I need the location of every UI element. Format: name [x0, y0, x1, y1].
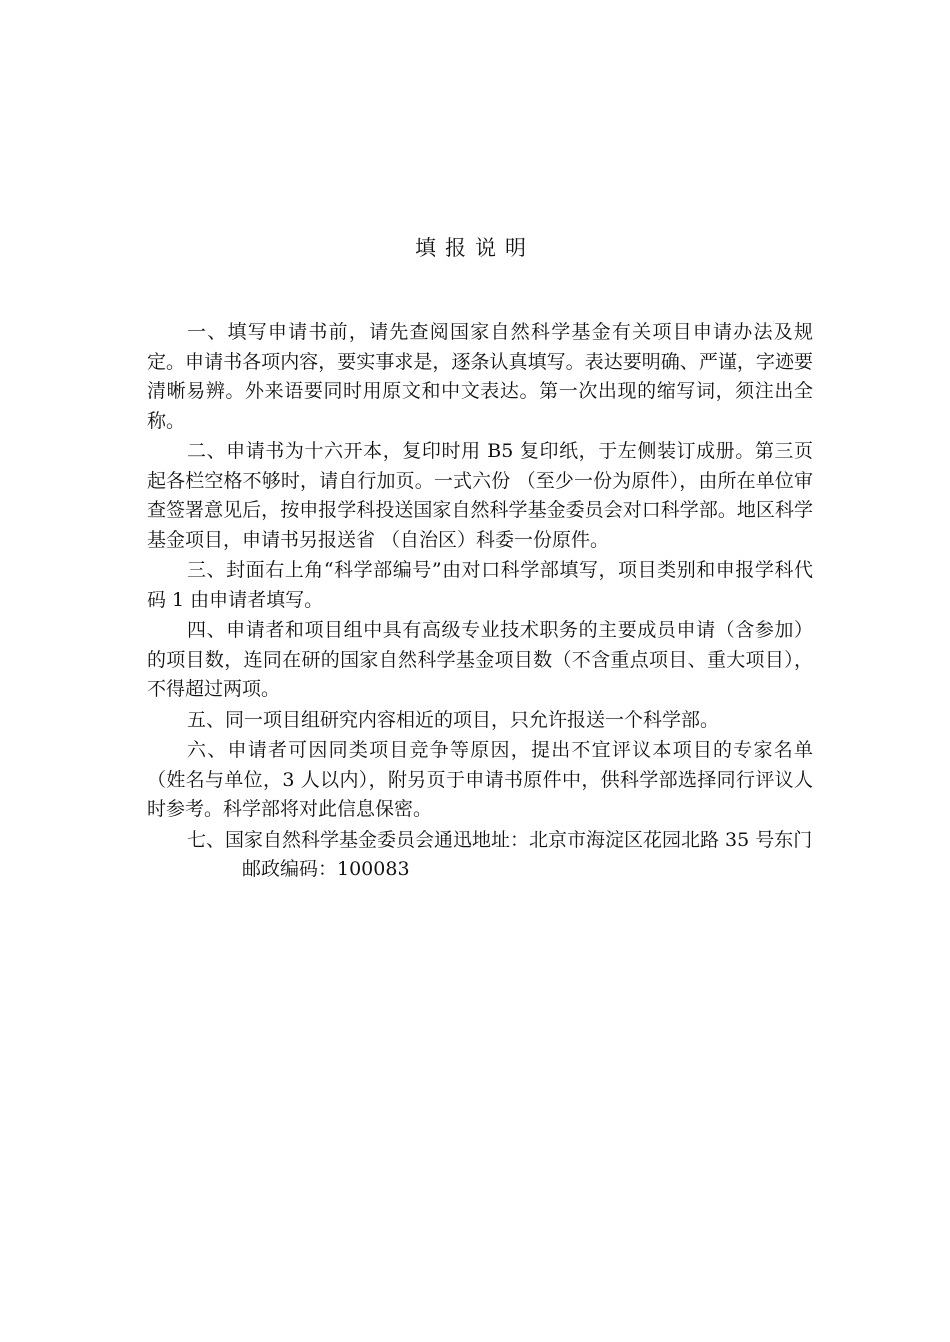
instructions-body — [147, 318, 813, 885]
instruction-paragraph-1: 一、填写申请书前，请先查阅国家自然科学基金有关项目申请办法及规定。申请书各项内容，要实事求是，逐条认真填写。表达要明确、严谨，字迹要清晰易辨。外来语要同时用原文和中文表达。第一次出现的缩写词，须注出全称。 — [147, 321, 813, 432]
instruction-paragraph-3: 三、封面右上角“科学部编号”由对口科学部填写，项目类别和申报学科代码 1 由申请者填写。 — [147, 559, 813, 611]
instruction-paragraph-5: 五、同一项目组研究内容相近的项目，只允许报送一个科学部。 — [187, 708, 720, 731]
instruction-paragraph-6: 六、申请者可因同类项目竞争等原因，提出不宜评议本项目的专家名单（姓名与单位，3 人以内），附另页于申请书原件中，供科学部选择同行评议人时参考。科学部将对此信息保密。 — [147, 739, 813, 820]
instruction-paragraph-7: 七、国家自然科学基金委员会通迅地址：北京市海淀区花园北路 35 号东门 — [187, 828, 813, 851]
document-title: 填报说明 — [415, 236, 535, 260]
instruction-paragraph-2: 二、申请书为十六开本，复印时用 B5 复印纸，于左侧装订成册。第三页起各栏空格不够时，请自行加页。一式六份 （至少一份为原件），由所在单位审查签署意见后，按申报学科投送国家自然科学基金委员会对口科学部。地区科学基金项目，申请书另报送省 （自治区）科委一份原件。 — [147, 440, 813, 551]
postcode-line: 邮政编码：100083 — [242, 858, 410, 880]
instruction-paragraph-4: 四、申请者和项目组中具有高级专业技术职务的主要成员申请（含参加）的项目数，连同在研的国家自然科学基金项目数（不含重点项目、重大项目），不得超过两项。 — [147, 619, 813, 700]
